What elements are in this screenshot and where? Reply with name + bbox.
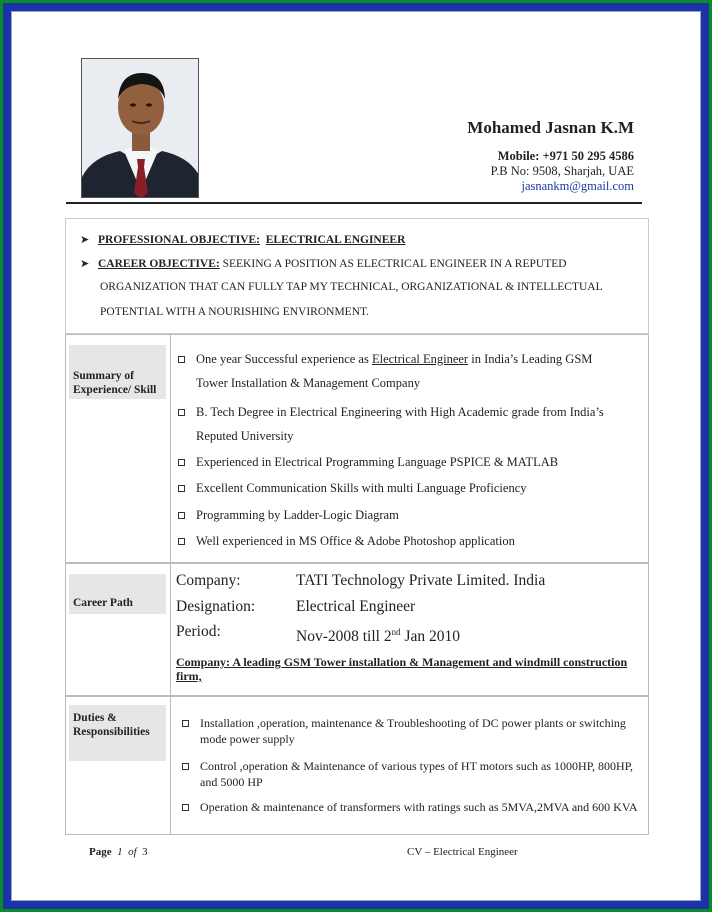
summary-item-text: Experienced in Electrical Programming Language PSPICE & MATLAB — [196, 455, 559, 469]
summary-item-text: Excellent Communication Skills with multi Language Proficiency — [196, 481, 527, 495]
summary-label: Summary of Experience/ Skill — [69, 345, 166, 399]
square-bullet-icon — [182, 720, 189, 727]
summary-item-text: in India’s Leading GSM — [468, 352, 593, 366]
of-word: of — [128, 846, 137, 858]
summary-item-text: Programming by Ladder-Logic Diagram — [196, 508, 399, 522]
company-value: TATI Technology Private Limited. India — [296, 572, 546, 589]
po-box-address: P.B No: 9508, Sharjah, UAE — [490, 164, 634, 178]
summary-side-column — [66, 335, 171, 562]
summary-item-text: Well experienced in MS Office & Adobe Photoshop application — [196, 534, 515, 548]
period-text: Jan 2010 — [400, 628, 461, 646]
arrow-bullet-icon: ➤ — [80, 234, 90, 246]
professional-objective-value: ELECTRICAL ENGINEER — [265, 234, 406, 246]
career-objective-line-2: ORGANIZATION THAT CAN FULLY TAP MY TECHNICAL, ORGANIZATIONAL & INTELLECTUAL — [100, 281, 603, 293]
summary-section — [65, 334, 649, 563]
duty-item-text: Installation ,operation, maintenance & Troubleshooting of DC power plants or switching mode power supply — [200, 716, 626, 746]
duty-item-text: Operation & maintenance of transformers with ratings such as 5MVA,2MVA and 600 KVA — [200, 800, 638, 814]
square-bullet-icon — [182, 804, 189, 811]
period-value — [296, 622, 460, 647]
square-bullet-icon — [178, 409, 185, 416]
duties-section — [65, 696, 649, 835]
summary-item-text: B. Tech Degree in Electrical Engineering with High Academic grade from India’s — [196, 405, 604, 419]
career-objective-line-3: POTENTIAL WITH A NOURISHING ENVIRONMENT. — [100, 306, 370, 318]
duties-label: Duties & Responsibilities — [69, 705, 166, 761]
mobile-number: Mobile: +971 50 295 4586 — [497, 149, 634, 163]
summary-item-underlined: Electrical Engineer — [371, 352, 469, 366]
page-current: 1 — [117, 846, 123, 858]
square-bullet-icon — [178, 459, 185, 466]
objective-section — [65, 218, 649, 334]
designation-value: Electrical Engineer — [296, 598, 416, 615]
career-objective-label: CAREER OBJECTIVE: — [98, 258, 220, 270]
career-objective — [80, 257, 567, 271]
career-section — [65, 563, 649, 696]
candidate-name: Mohamed Jasnan K.M — [467, 118, 634, 137]
professional-objective-label: PROFESSIONAL OBJECTIVE: — [98, 234, 260, 246]
career-objective-line-1: SEEKING A POSITION AS ELECTRICAL ENGINEER IN A REPUTED — [222, 258, 567, 270]
email-link[interactable]: jasnankm@gmail.com — [521, 179, 634, 193]
square-bullet-icon — [182, 763, 189, 770]
header-divider — [66, 202, 642, 204]
square-bullet-icon — [178, 356, 185, 363]
page-total: 3 — [142, 846, 148, 858]
square-bullet-icon — [178, 512, 185, 519]
period-superscript: nd — [391, 627, 401, 637]
designation-key: Designation: — [176, 598, 256, 615]
career-side-column — [66, 564, 171, 695]
summary-item-text: Tower Installation & Management Company — [196, 376, 421, 390]
footer-title: CV – Electrical Engineer — [407, 846, 518, 858]
company-description: Company: A leading GSM Tower installation & Management and windmill construction firm, — [176, 655, 628, 683]
period-key: Period: — [176, 623, 221, 640]
profile-photo — [81, 58, 199, 198]
summary-item-text: Reputed University — [196, 429, 294, 443]
arrow-bullet-icon: ➤ — [80, 258, 90, 270]
duties-side-column — [66, 697, 171, 834]
page-number — [89, 846, 148, 858]
square-bullet-icon — [178, 538, 185, 545]
professional-objective — [80, 233, 405, 247]
summary-item-text: One year Successful experience as — [196, 352, 372, 366]
square-bullet-icon — [178, 485, 185, 492]
page-word: Page — [89, 846, 112, 858]
duty-item-text: Control ,operation & Maintenance of various types of HT motors such as 1000HP, 800HP, and 5000 HP — [200, 759, 634, 789]
career-label: Career Path — [69, 574, 166, 614]
company-key: Company: — [176, 572, 241, 589]
period-text: Nov-2008 till 2 — [296, 628, 392, 646]
